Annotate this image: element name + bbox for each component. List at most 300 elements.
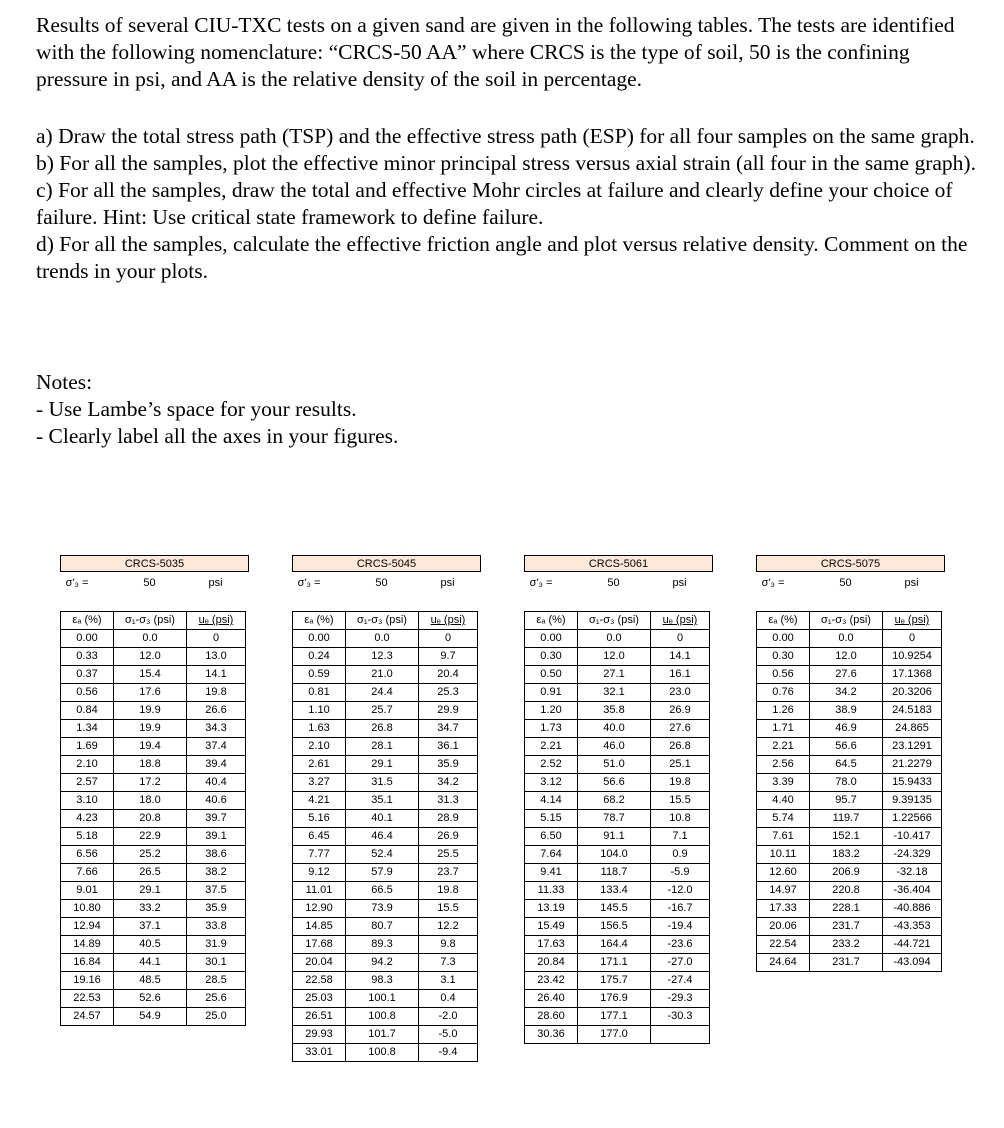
pore-pressure-cell: 17.1368 bbox=[883, 666, 942, 684]
table-row bbox=[61, 720, 246, 738]
table-row bbox=[757, 756, 942, 774]
table-row bbox=[61, 684, 246, 702]
axial-strain-cell: 2.21 bbox=[525, 738, 578, 756]
pore-pressure-cell: 34.3 bbox=[187, 720, 246, 738]
table-row bbox=[293, 756, 478, 774]
deviator-stress-cell: 21.0 bbox=[346, 666, 419, 684]
table-row bbox=[525, 720, 710, 738]
pore-pressure-cell: 23.1291 bbox=[883, 738, 942, 756]
table-row bbox=[293, 630, 478, 648]
pore-pressure-cell: 7.3 bbox=[419, 954, 478, 972]
table-row bbox=[293, 1044, 478, 1062]
pore-pressure-cell: 16.1 bbox=[651, 666, 710, 684]
table-row bbox=[61, 936, 246, 954]
deviator-stress-cell: 12.3 bbox=[346, 648, 419, 666]
confining-label: σ'₃ = bbox=[297, 577, 321, 589]
deviator-stress-cell: 164.4 bbox=[578, 936, 651, 954]
table-row bbox=[525, 774, 710, 792]
confining-value: 50 bbox=[839, 577, 852, 589]
deviator-stress-cell: 12.0 bbox=[810, 648, 883, 666]
deviator-stress-cell: 101.7 bbox=[346, 1026, 419, 1044]
axial-strain-cell: 0.24 bbox=[293, 648, 346, 666]
axial-strain-cell: 1.71 bbox=[757, 720, 810, 738]
axial-strain-cell: 14.85 bbox=[293, 918, 346, 936]
header-deviator-stress: σ₁-σ₃ (psi) bbox=[114, 612, 187, 630]
deviator-stress-cell: 46.4 bbox=[346, 828, 419, 846]
problem-parts bbox=[36, 123, 976, 285]
pore-pressure-cell: 13.0 bbox=[187, 648, 246, 666]
pore-pressure-cell: 0 bbox=[883, 630, 942, 648]
table-row bbox=[293, 774, 478, 792]
header-deviator-stress: σ₁-σ₃ (psi) bbox=[346, 612, 419, 630]
pore-pressure-cell: -27.4 bbox=[651, 972, 710, 990]
pore-pressure-cell: 0.9 bbox=[651, 846, 710, 864]
pore-pressure-cell: -5.0 bbox=[419, 1026, 478, 1044]
axial-strain-cell: 2.10 bbox=[293, 738, 346, 756]
pore-pressure-cell: 14.1 bbox=[187, 666, 246, 684]
table-row bbox=[525, 666, 710, 684]
axial-strain-cell: 22.58 bbox=[293, 972, 346, 990]
pore-pressure-cell: 9.39135 bbox=[883, 792, 942, 810]
deviator-stress-cell: 66.5 bbox=[346, 882, 419, 900]
pore-pressure-cell: 38.2 bbox=[187, 864, 246, 882]
deviator-stress-cell: 22.9 bbox=[114, 828, 187, 846]
axial-strain-cell: 0.81 bbox=[293, 684, 346, 702]
deviator-stress-cell: 118.7 bbox=[578, 864, 651, 882]
deviator-stress-cell: 37.1 bbox=[114, 918, 187, 936]
deviator-stress-cell: 80.7 bbox=[346, 918, 419, 936]
table-row bbox=[61, 972, 246, 990]
deviator-stress-cell: 19.9 bbox=[114, 702, 187, 720]
deviator-stress-cell: 177.1 bbox=[578, 1008, 651, 1026]
deviator-stress-cell: 152.1 bbox=[810, 828, 883, 846]
header-axial-strain: εₐ (%) bbox=[293, 612, 346, 630]
axial-strain-cell: 2.52 bbox=[525, 756, 578, 774]
table-row bbox=[757, 810, 942, 828]
pore-pressure-cell: 10.8 bbox=[651, 810, 710, 828]
pore-pressure-cell: 25.1 bbox=[651, 756, 710, 774]
data-table bbox=[60, 611, 246, 1026]
deviator-stress-cell: 100.8 bbox=[346, 1044, 419, 1062]
deviator-stress-cell: 68.2 bbox=[578, 792, 651, 810]
pore-pressure-cell: 31.9 bbox=[187, 936, 246, 954]
axial-strain-cell: 10.11 bbox=[757, 846, 810, 864]
table-row bbox=[525, 810, 710, 828]
data-table bbox=[756, 611, 942, 972]
axial-strain-cell: 26.40 bbox=[525, 990, 578, 1008]
pore-pressure-cell: -12.0 bbox=[651, 882, 710, 900]
deviator-stress-cell: 177.0 bbox=[578, 1026, 651, 1044]
deviator-stress-cell: 78.7 bbox=[578, 810, 651, 828]
deviator-stress-cell: 18.0 bbox=[114, 792, 187, 810]
deviator-stress-cell: 17.2 bbox=[114, 774, 187, 792]
deviator-stress-cell: 52.6 bbox=[114, 990, 187, 1008]
axial-strain-cell: 3.27 bbox=[293, 774, 346, 792]
pore-pressure-cell: 33.8 bbox=[187, 918, 246, 936]
table-row bbox=[757, 900, 942, 918]
table-title: CRCS-5075 bbox=[756, 555, 945, 572]
axial-strain-cell: 12.94 bbox=[61, 918, 114, 936]
confining-label: σ'₃ = bbox=[529, 577, 553, 589]
pore-pressure-cell: 37.4 bbox=[187, 738, 246, 756]
axial-strain-cell: 6.50 bbox=[525, 828, 578, 846]
table-row bbox=[525, 864, 710, 882]
header-row bbox=[525, 612, 710, 630]
axial-strain-cell: 28.60 bbox=[525, 1008, 578, 1026]
table-row bbox=[61, 792, 246, 810]
pore-pressure-cell: 28.5 bbox=[187, 972, 246, 990]
axial-strain-cell: 7.66 bbox=[61, 864, 114, 882]
pore-pressure-cell: 35.9 bbox=[187, 900, 246, 918]
axial-strain-cell: 1.73 bbox=[525, 720, 578, 738]
table-row bbox=[757, 702, 942, 720]
header-excess-pore-pressure: uₑ (psi) bbox=[651, 612, 710, 630]
deviator-stress-cell: 220.8 bbox=[810, 882, 883, 900]
pore-pressure-cell: 39.1 bbox=[187, 828, 246, 846]
table-row bbox=[757, 954, 942, 972]
table-row bbox=[525, 756, 710, 774]
pore-pressure-cell: 29.9 bbox=[419, 702, 478, 720]
axial-strain-cell: 24.57 bbox=[61, 1008, 114, 1026]
axial-strain-cell: 19.16 bbox=[61, 972, 114, 990]
axial-strain-cell: 25.03 bbox=[293, 990, 346, 1008]
deviator-stress-cell: 175.7 bbox=[578, 972, 651, 990]
deviator-stress-cell: 12.0 bbox=[578, 648, 651, 666]
pore-pressure-cell: 23.7 bbox=[419, 864, 478, 882]
pore-pressure-cell: 15.9433 bbox=[883, 774, 942, 792]
deviator-stress-cell: 133.4 bbox=[578, 882, 651, 900]
axial-strain-cell: 20.06 bbox=[757, 918, 810, 936]
axial-strain-cell: 2.61 bbox=[293, 756, 346, 774]
pore-pressure-cell: 26.9 bbox=[651, 702, 710, 720]
table-row bbox=[293, 1008, 478, 1026]
confining-value: 50 bbox=[607, 577, 620, 589]
axial-strain-cell: 14.97 bbox=[757, 882, 810, 900]
table-row bbox=[525, 1008, 710, 1026]
confining-label: σ'₃ = bbox=[65, 577, 89, 589]
axial-strain-cell: 1.69 bbox=[61, 738, 114, 756]
deviator-stress-cell: 12.0 bbox=[114, 648, 187, 666]
deviator-stress-cell: 64.5 bbox=[810, 756, 883, 774]
axial-strain-cell: 0.00 bbox=[61, 630, 114, 648]
pore-pressure-cell: 36.1 bbox=[419, 738, 478, 756]
pore-pressure-cell: 40.4 bbox=[187, 774, 246, 792]
header-deviator-stress: σ₁-σ₃ (psi) bbox=[578, 612, 651, 630]
table-row bbox=[525, 918, 710, 936]
table-row bbox=[757, 936, 942, 954]
table-row bbox=[525, 882, 710, 900]
axial-strain-cell: 2.57 bbox=[61, 774, 114, 792]
axial-strain-cell: 23.42 bbox=[525, 972, 578, 990]
axial-strain-cell: 4.21 bbox=[293, 792, 346, 810]
table-title: CRCS-5061 bbox=[524, 555, 713, 572]
deviator-stress-cell: 145.5 bbox=[578, 900, 651, 918]
axial-strain-cell: 22.54 bbox=[757, 936, 810, 954]
pore-pressure-cell: 19.8 bbox=[187, 684, 246, 702]
deviator-stress-cell: 56.6 bbox=[810, 738, 883, 756]
pore-pressure-cell: 20.4 bbox=[419, 666, 478, 684]
pore-pressure-cell: -23.6 bbox=[651, 936, 710, 954]
deviator-stress-cell: 40.5 bbox=[114, 936, 187, 954]
header-deviator-stress: σ₁-σ₃ (psi) bbox=[810, 612, 883, 630]
axial-strain-cell: 30.36 bbox=[525, 1026, 578, 1044]
table-row bbox=[293, 810, 478, 828]
deviator-stress-cell: 176.9 bbox=[578, 990, 651, 1008]
data-table bbox=[292, 611, 478, 1062]
header-row bbox=[61, 612, 246, 630]
pore-pressure-cell: -36.404 bbox=[883, 882, 942, 900]
table-row bbox=[757, 630, 942, 648]
pore-pressure-cell: -43.094 bbox=[883, 954, 942, 972]
pore-pressure-cell: 12.2 bbox=[419, 918, 478, 936]
table-row bbox=[61, 882, 246, 900]
table-row bbox=[525, 738, 710, 756]
table-row bbox=[525, 792, 710, 810]
deviator-stress-cell: 31.5 bbox=[346, 774, 419, 792]
table-row bbox=[757, 918, 942, 936]
axial-strain-cell: 9.01 bbox=[61, 882, 114, 900]
deviator-stress-cell: 54.9 bbox=[114, 1008, 187, 1026]
deviator-stress-cell: 73.9 bbox=[346, 900, 419, 918]
pore-pressure-cell: 27.6 bbox=[651, 720, 710, 738]
pore-pressure-cell: 25.6 bbox=[187, 990, 246, 1008]
table-row bbox=[757, 882, 942, 900]
axial-strain-cell: 12.60 bbox=[757, 864, 810, 882]
deviator-stress-cell: 40.1 bbox=[346, 810, 419, 828]
deviator-stress-cell: 119.7 bbox=[810, 810, 883, 828]
pore-pressure-cell: 20.3206 bbox=[883, 684, 942, 702]
deviator-stress-cell: 0.0 bbox=[346, 630, 419, 648]
axial-strain-cell: 20.84 bbox=[525, 954, 578, 972]
deviator-stress-cell: 19.9 bbox=[114, 720, 187, 738]
axial-strain-cell: 4.23 bbox=[61, 810, 114, 828]
pore-pressure-cell: -24.329 bbox=[883, 846, 942, 864]
pore-pressure-cell: -43.353 bbox=[883, 918, 942, 936]
axial-strain-cell: 20.04 bbox=[293, 954, 346, 972]
deviator-stress-cell: 231.7 bbox=[810, 954, 883, 972]
axial-strain-cell: 5.18 bbox=[61, 828, 114, 846]
deviator-stress-cell: 25.2 bbox=[114, 846, 187, 864]
table-title: CRCS-5035 bbox=[60, 555, 249, 572]
axial-strain-cell: 0.33 bbox=[61, 648, 114, 666]
table-row bbox=[61, 864, 246, 882]
confining-pressure-row bbox=[60, 575, 249, 591]
axial-strain-cell: 1.63 bbox=[293, 720, 346, 738]
table-row bbox=[61, 810, 246, 828]
deviator-stress-cell: 29.1 bbox=[114, 882, 187, 900]
pore-pressure-cell: 19.8 bbox=[651, 774, 710, 792]
pore-pressure-cell: 23.0 bbox=[651, 684, 710, 702]
table-row bbox=[525, 990, 710, 1008]
pore-pressure-cell: 25.0 bbox=[187, 1008, 246, 1026]
confining-unit: psi bbox=[904, 577, 919, 589]
axial-strain-cell: 5.15 bbox=[525, 810, 578, 828]
table-row bbox=[61, 954, 246, 972]
deviator-stress-cell: 91.1 bbox=[578, 828, 651, 846]
note-item: - Use Lambe’s space for your results. bbox=[36, 397, 357, 421]
table-row bbox=[293, 882, 478, 900]
axial-strain-cell: 0.00 bbox=[525, 630, 578, 648]
deviator-stress-cell: 57.9 bbox=[346, 864, 419, 882]
table-row bbox=[525, 828, 710, 846]
table-row bbox=[293, 1026, 478, 1044]
table-row bbox=[61, 666, 246, 684]
deviator-stress-cell: 19.4 bbox=[114, 738, 187, 756]
pore-pressure-cell: 39.4 bbox=[187, 756, 246, 774]
deviator-stress-cell: 156.5 bbox=[578, 918, 651, 936]
pore-pressure-cell: 26.9 bbox=[419, 828, 478, 846]
axial-strain-cell: 13.19 bbox=[525, 900, 578, 918]
table-row bbox=[525, 1026, 710, 1044]
axial-strain-cell: 29.93 bbox=[293, 1026, 346, 1044]
axial-strain-cell: 11.33 bbox=[525, 882, 578, 900]
axial-strain-cell: 17.63 bbox=[525, 936, 578, 954]
pore-pressure-cell: -30.3 bbox=[651, 1008, 710, 1026]
axial-strain-cell: 33.01 bbox=[293, 1044, 346, 1062]
pore-pressure-cell: 34.2 bbox=[419, 774, 478, 792]
table-row bbox=[293, 954, 478, 972]
part-d: d) For all the samples, calculate the effective friction angle and plot versus relative density. Comment on the trends in your plots. bbox=[36, 232, 968, 283]
pore-pressure-cell bbox=[651, 1026, 710, 1044]
table-row bbox=[293, 864, 478, 882]
table-row bbox=[757, 828, 942, 846]
table-row bbox=[293, 936, 478, 954]
axial-strain-cell: 5.16 bbox=[293, 810, 346, 828]
pore-pressure-cell: 30.1 bbox=[187, 954, 246, 972]
pore-pressure-cell: 35.9 bbox=[419, 756, 478, 774]
table-row bbox=[293, 648, 478, 666]
table-row bbox=[61, 828, 246, 846]
confining-pressure-row bbox=[524, 575, 713, 591]
header-excess-pore-pressure: uₑ (psi) bbox=[419, 612, 478, 630]
pore-pressure-cell: -27.0 bbox=[651, 954, 710, 972]
deviator-stress-cell: 104.0 bbox=[578, 846, 651, 864]
table-row bbox=[293, 900, 478, 918]
notes-section bbox=[36, 369, 976, 450]
pore-pressure-cell: -40.886 bbox=[883, 900, 942, 918]
table-row bbox=[757, 666, 942, 684]
table-row bbox=[757, 846, 942, 864]
table-row bbox=[61, 1008, 246, 1026]
deviator-stress-cell: 100.8 bbox=[346, 1008, 419, 1026]
pore-pressure-cell: 25.3 bbox=[419, 684, 478, 702]
pore-pressure-cell: 10.9254 bbox=[883, 648, 942, 666]
table-row bbox=[61, 630, 246, 648]
pore-pressure-cell: 9.8 bbox=[419, 936, 478, 954]
table-row bbox=[61, 756, 246, 774]
pore-pressure-cell: 37.5 bbox=[187, 882, 246, 900]
axial-strain-cell: 0.37 bbox=[61, 666, 114, 684]
axial-strain-cell: 6.56 bbox=[61, 846, 114, 864]
part-c: c) For all the samples, draw the total and effective Mohr circles at failure and clearly define your choice of failure. Hint: Use critical state framework to define failure. bbox=[36, 178, 953, 229]
axial-strain-cell: 3.39 bbox=[757, 774, 810, 792]
table-row bbox=[293, 990, 478, 1008]
deviator-stress-cell: 89.3 bbox=[346, 936, 419, 954]
pore-pressure-cell: -2.0 bbox=[419, 1008, 478, 1026]
axial-strain-cell: 0.76 bbox=[757, 684, 810, 702]
table-row bbox=[525, 684, 710, 702]
axial-strain-cell: 16.84 bbox=[61, 954, 114, 972]
pore-pressure-cell: 24.5183 bbox=[883, 702, 942, 720]
confining-unit: psi bbox=[208, 577, 223, 589]
pore-pressure-cell: -9.4 bbox=[419, 1044, 478, 1062]
table-row bbox=[525, 972, 710, 990]
table-row bbox=[525, 936, 710, 954]
deviator-stress-cell: 171.1 bbox=[578, 954, 651, 972]
pore-pressure-cell: -32.18 bbox=[883, 864, 942, 882]
axial-strain-cell: 0.56 bbox=[757, 666, 810, 684]
pore-pressure-cell: -29.3 bbox=[651, 990, 710, 1008]
deviator-stress-cell: 94.2 bbox=[346, 954, 419, 972]
confining-label: σ'₃ = bbox=[761, 577, 785, 589]
pore-pressure-cell: 0.4 bbox=[419, 990, 478, 1008]
deviator-stress-cell: 46.0 bbox=[578, 738, 651, 756]
confining-pressure-row bbox=[292, 575, 481, 591]
axial-strain-cell: 7.61 bbox=[757, 828, 810, 846]
deviator-stress-cell: 231.7 bbox=[810, 918, 883, 936]
table-row bbox=[525, 846, 710, 864]
pore-pressure-cell: 7.1 bbox=[651, 828, 710, 846]
problem-intro bbox=[36, 12, 976, 93]
deviator-stress-cell: 44.1 bbox=[114, 954, 187, 972]
pore-pressure-cell: 38.6 bbox=[187, 846, 246, 864]
notes-heading: Notes: bbox=[36, 370, 93, 394]
table-row bbox=[61, 702, 246, 720]
table-row bbox=[757, 738, 942, 756]
pore-pressure-cell: 14.1 bbox=[651, 648, 710, 666]
header-axial-strain: εₐ (%) bbox=[757, 612, 810, 630]
pore-pressure-cell: 39.7 bbox=[187, 810, 246, 828]
table-row bbox=[757, 864, 942, 882]
table-row bbox=[293, 828, 478, 846]
pore-pressure-cell: 26.8 bbox=[651, 738, 710, 756]
axial-strain-cell: 0.00 bbox=[293, 630, 346, 648]
pore-pressure-cell: 15.5 bbox=[419, 900, 478, 918]
axial-strain-cell: 3.10 bbox=[61, 792, 114, 810]
axial-strain-cell: 12.90 bbox=[293, 900, 346, 918]
axial-strain-cell: 4.14 bbox=[525, 792, 578, 810]
intro-paragraph: Results of several CIU-TXC tests on a given sand are given in the following tables. The tests are identified with the following nomenclature: “CRCS-50 AA” where CRCS is the type of soil, 50 is the confining pressure in psi, and AA is the relative density of the soil in percentage. bbox=[36, 13, 955, 91]
axial-strain-cell: 7.64 bbox=[525, 846, 578, 864]
deviator-stress-cell: 0.0 bbox=[810, 630, 883, 648]
header-row bbox=[757, 612, 942, 630]
confining-value: 50 bbox=[375, 577, 388, 589]
axial-strain-cell: 26.51 bbox=[293, 1008, 346, 1026]
axial-strain-cell: 17.68 bbox=[293, 936, 346, 954]
header-excess-pore-pressure: uₑ (psi) bbox=[883, 612, 942, 630]
table-row bbox=[757, 648, 942, 666]
deviator-stress-cell: 48.5 bbox=[114, 972, 187, 990]
pore-pressure-cell: 21.2279 bbox=[883, 756, 942, 774]
deviator-stress-cell: 233.2 bbox=[810, 936, 883, 954]
axial-strain-cell: 1.10 bbox=[293, 702, 346, 720]
table-row bbox=[293, 846, 478, 864]
deviator-stress-cell: 78.0 bbox=[810, 774, 883, 792]
pore-pressure-cell: -44.721 bbox=[883, 936, 942, 954]
pore-pressure-cell: 31.3 bbox=[419, 792, 478, 810]
pore-pressure-cell: 34.7 bbox=[419, 720, 478, 738]
axial-strain-cell: 0.50 bbox=[525, 666, 578, 684]
pore-pressure-cell: 0 bbox=[419, 630, 478, 648]
pore-pressure-cell: 40.6 bbox=[187, 792, 246, 810]
pore-pressure-cell: 28.9 bbox=[419, 810, 478, 828]
deviator-stress-cell: 35.1 bbox=[346, 792, 419, 810]
deviator-stress-cell: 206.9 bbox=[810, 864, 883, 882]
table-row bbox=[525, 630, 710, 648]
deviator-stress-cell: 98.3 bbox=[346, 972, 419, 990]
confining-unit: psi bbox=[672, 577, 687, 589]
deviator-stress-cell: 38.9 bbox=[810, 702, 883, 720]
